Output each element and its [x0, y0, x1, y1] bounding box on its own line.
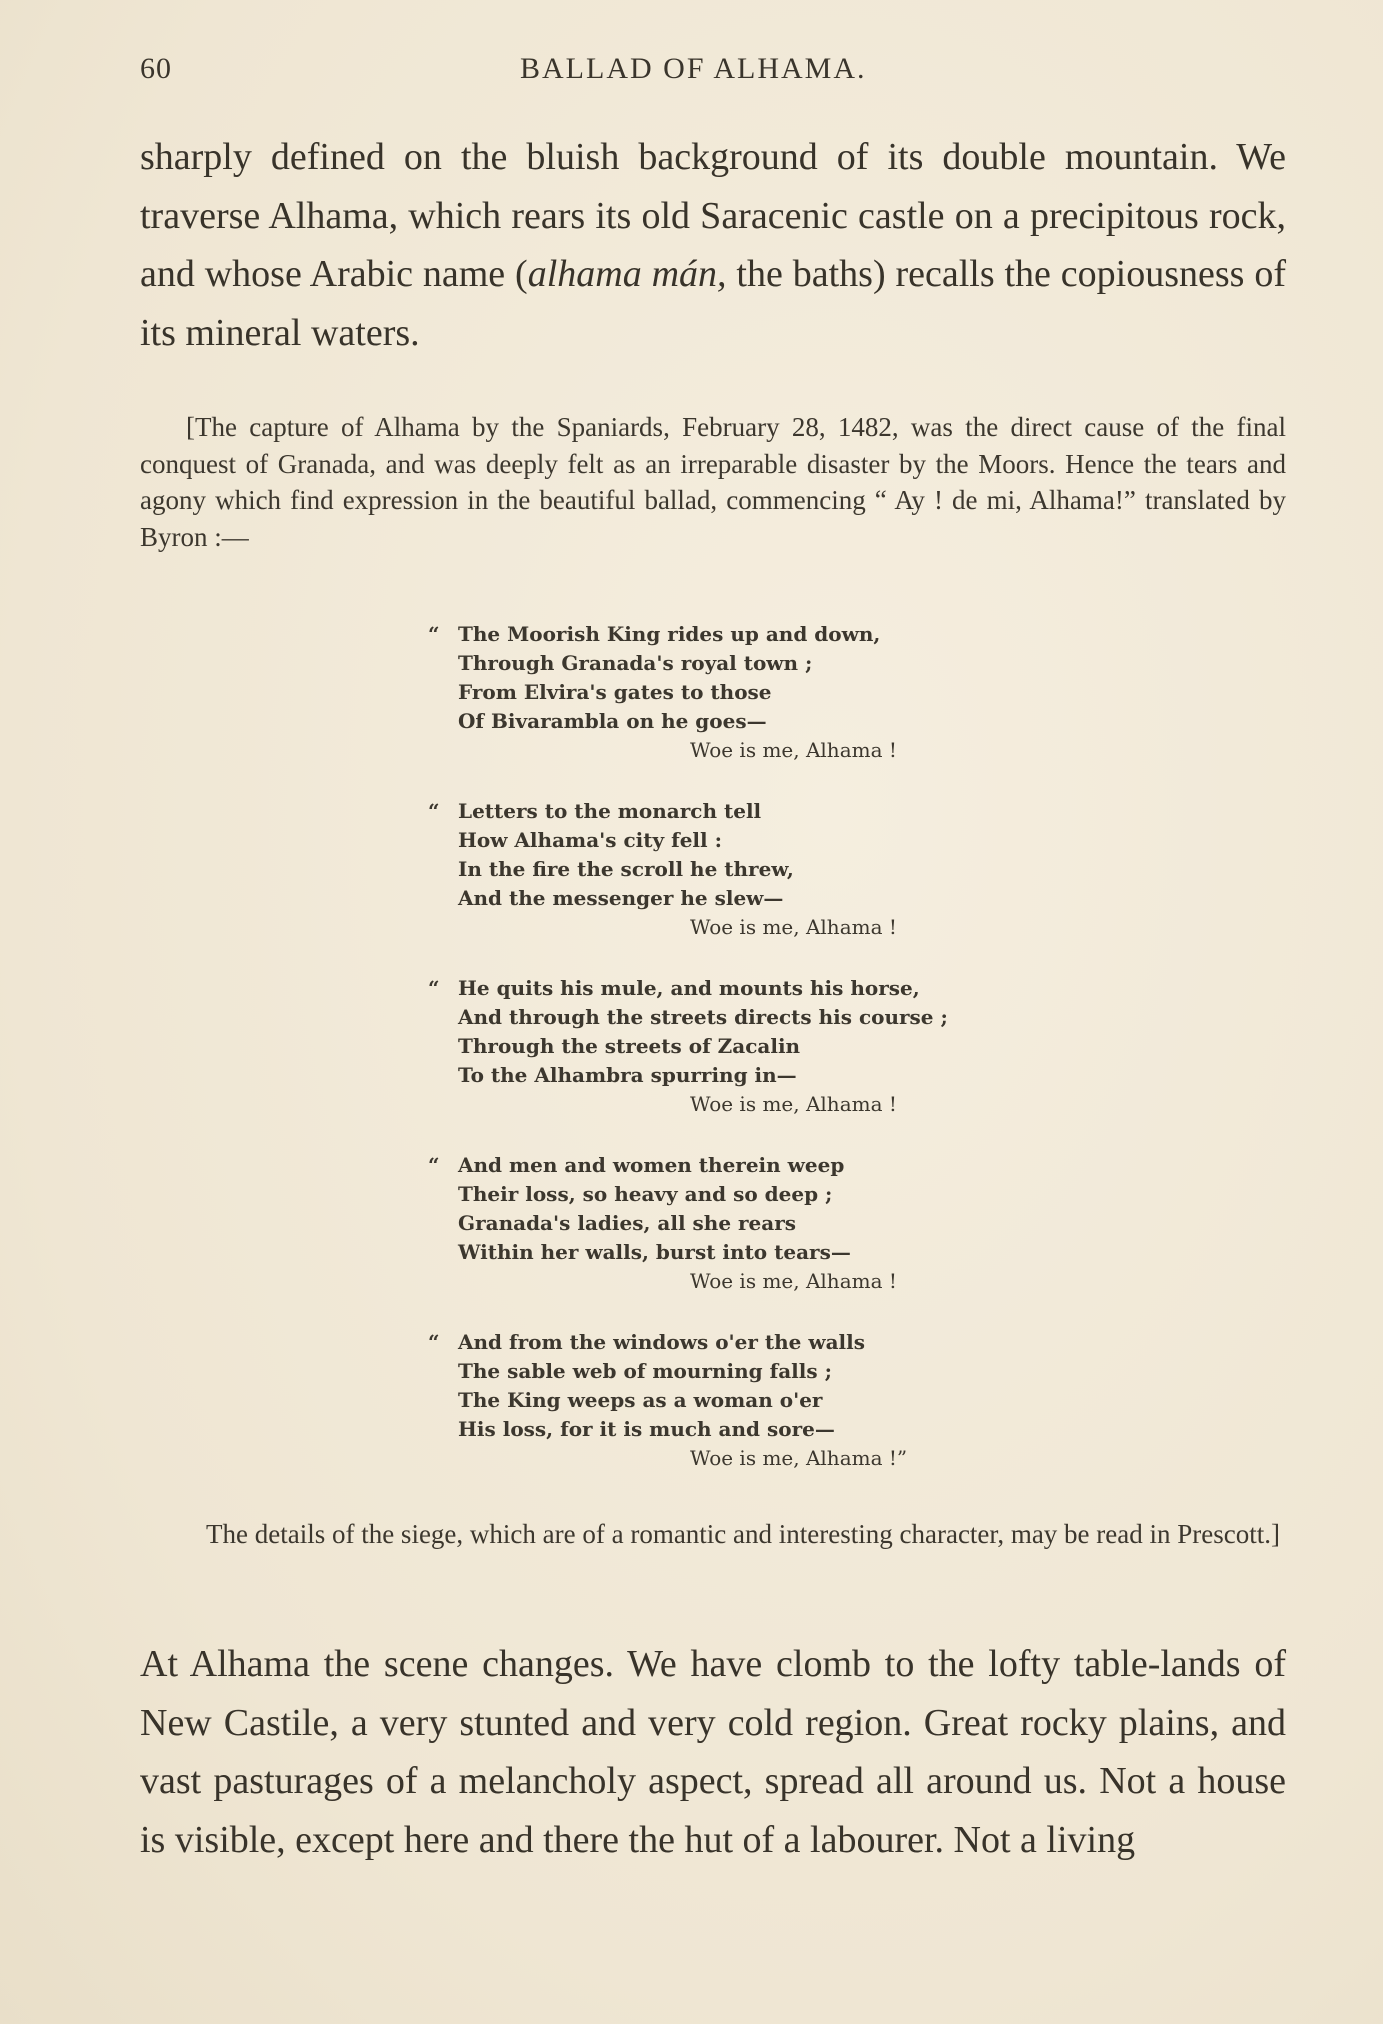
poem-stanza	[428, 797, 1048, 942]
poem-line: Within her walls, burst into tears—	[458, 1240, 851, 1264]
poem-line: And through the streets directs his course ;	[458, 1005, 948, 1029]
paragraph-top-text-after: the baths) recalls the copiousness of its mineral waters.	[140, 253, 1286, 354]
paragraph-top-text-before: sharply defined on the bluish background of its double mountain. We traverse Alhama, which rears its old Saracenic castle on a precipitous rock, and whose Arabic name (	[140, 136, 1286, 295]
poem-line: The King weeps as a woman o'er	[458, 1388, 823, 1412]
poem-line: Through Granada's royal town ;	[458, 651, 813, 675]
poem-refrain: Woe is me, Alhama !”	[690, 1446, 908, 1470]
ballad-poem	[428, 620, 1048, 1505]
arabic-name-italic: alhama mán,	[527, 253, 727, 295]
poem-stanza	[428, 974, 1048, 1119]
poem-refrain: Woe is me, Alhama !	[690, 738, 897, 762]
poem-line-text: He quits his mule, and mounts his horse,	[458, 976, 920, 1000]
open-quote: “	[428, 799, 440, 823]
open-quote: “	[428, 1330, 440, 1354]
poem-line-text: And from the windows o'er the walls	[458, 1330, 865, 1354]
editorial-note-outro: The details of the siege, which are of a romantic and interesting character, may be read in Prescott.]	[206, 1519, 1280, 1549]
poem-stanza	[428, 1328, 1048, 1473]
open-quote: “	[428, 976, 440, 1000]
paragraph-top-text	[140, 128, 1286, 362]
running-head	[140, 52, 1290, 92]
open-quote: “	[428, 622, 440, 646]
poem-line: From Elvira's gates to those	[458, 680, 772, 704]
poem-line: In the fire the scroll he threw,	[458, 857, 794, 881]
poem-line: And the messenger he slew—	[458, 886, 784, 910]
poem-line: Their loss, so heavy and so deep ;	[458, 1182, 833, 1206]
poem-line-text: Letters to the monarch tell	[458, 799, 762, 823]
poem-stanza	[428, 1151, 1048, 1296]
poem-line: His loss, for it is much and sore—	[458, 1417, 835, 1441]
poem-line: Through the streets of Zacalin	[458, 1034, 801, 1058]
running-title: BALLAD OF ALHAMA.	[520, 52, 867, 85]
poem-line: Granada's ladies, all she rears	[458, 1211, 797, 1235]
paragraph-bottom-text: At Alhama the scene changes. We have clomb to the lofty table-lands of New Castile, a very stunted and very cold region. Great rocky plains, and vast pasturages of a melancholy aspect, spread all around us. Not a house is visible, except here and there the hut of a labourer. Not a living	[140, 1643, 1286, 1861]
open-quote: “	[428, 1153, 440, 1177]
poem-line: The sable web of mourning falls ;	[458, 1359, 832, 1383]
poem-line	[428, 620, 1048, 649]
editorial-note-intro: [The capture of Alhama by the Spaniards, February 28, 1482, was the direct cause of the final conquest of Granada, and was deeply felt as an irreparable disaster by the Moors. Hence the tears and agony which find expression in the beautiful ballad, commencing “ Ay ! de mi, Alhama!” translated by Byron :—	[140, 412, 1286, 552]
poem-refrain: Woe is me, Alhama !	[690, 915, 897, 939]
poem-line-text: And men and women therein weep	[458, 1153, 845, 1177]
poem-refrain: Woe is me, Alhama !	[690, 1269, 897, 1293]
poem-line	[428, 797, 1048, 826]
page-number: 60	[140, 52, 172, 85]
poem-stanza	[428, 620, 1048, 765]
paragraph-top	[140, 128, 1286, 362]
poem-line: To the Alhambra spurring in—	[458, 1063, 797, 1087]
poem-line-text: The Moorish King rides up and down,	[458, 622, 881, 646]
paragraph-bottom	[140, 1635, 1286, 1869]
poem-line	[428, 974, 1048, 1003]
poem-line	[428, 1151, 1048, 1180]
poem-line: How Alhama's city fell :	[458, 828, 722, 852]
poem-line	[428, 1328, 1048, 1357]
poem-line: Of Bivarambla on he goes—	[458, 709, 767, 733]
poem-refrain: Woe is me, Alhama !	[690, 1092, 897, 1116]
